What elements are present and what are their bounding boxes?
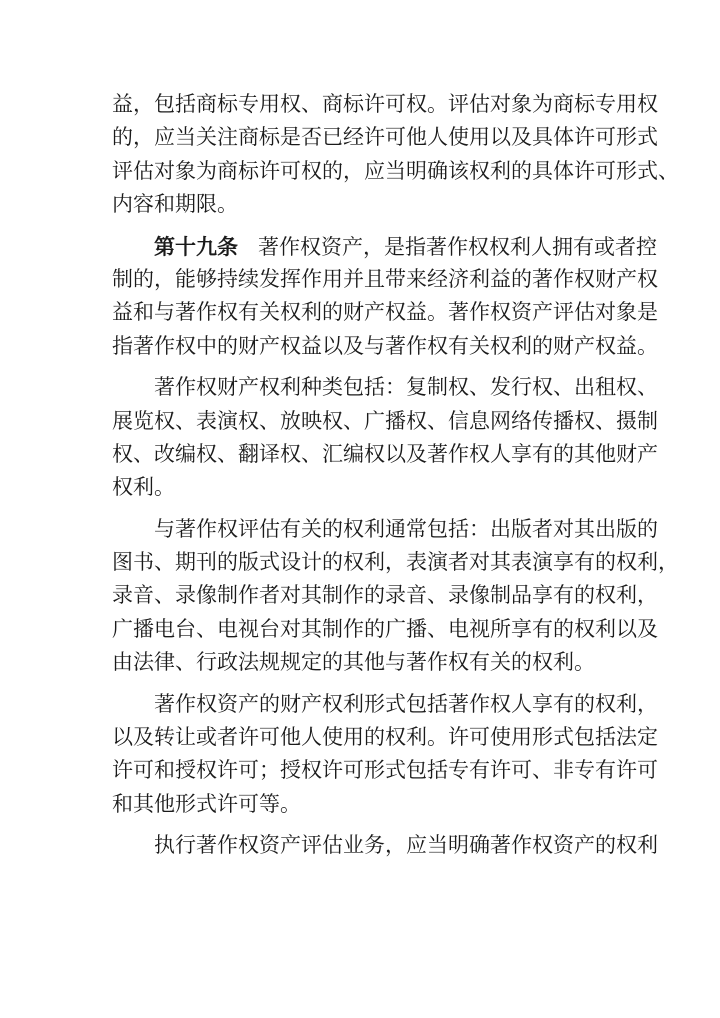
text-line: 由法律、行政法规规定的其他与著作权有关的权利。 [112,650,595,675]
text-line: 的，应当关注商标是否已经许可他人使用以及具体许可形式 [112,125,658,150]
paragraph-related-rights [112,513,679,680]
text-line: 制的，能够持续发挥作用并且带来经济利益的著作权财产权 [112,266,658,291]
paragraph-article-19 [112,230,658,364]
text-line: 录音、录像制作者对其制作的录音、录像制品享有的权利， [112,583,658,608]
text-line: 著作权资产，是指著作权权利人拥有或者控 [258,234,657,259]
text-line: 权利。 [112,475,175,500]
document-body [112,88,679,863]
text-line: 展览权、表演权、放映权、广播权、信息网络传播权、摄制 [112,408,658,433]
text-line: 内容和期限。 [112,192,238,217]
text-line-first: 执行著作权资产评估业务，应当明确著作权资产的权利 [154,833,658,858]
paragraph-rights-forms [112,688,658,822]
text-line: 广播电台、电视台对其制作的广播、电视所享有的权利以及 [112,616,658,641]
text-line: 益和与著作权有关权利的财产权益。著作权资产评估对象是 [112,300,658,325]
text-line-first: 著作权资产的财产权利形式包括著作权人享有的权利， [154,691,658,716]
text-line: 指著作权中的财产权益以及与著作权有关权利的财产权益。 [112,333,658,358]
paragraph-evaluation-business [112,829,658,862]
article-number: 第十九条 [154,233,238,259]
text-line: 许可和授权许可；授权许可形式包括专有许可、非专有许可 [112,758,658,783]
text-line: 益，包括商标专用权、商标许可权。评估对象为商标专用权 [112,92,658,116]
text-line: 评估对象为商标许可权的，应当明确该权利的具体许可形式、 [112,158,679,183]
text-line: 以及转让或者许可他人使用的权利。许可使用形式包括法定 [112,725,658,750]
text-line-first: 著作权财产权利种类包括：复制权、发行权、出租权、 [154,375,658,400]
text-line-first: 与著作权评估有关的权利通常包括：出版者对其出版的 [154,516,658,541]
paragraph-trademark [112,88,679,222]
text-line-first [112,230,657,263]
text-line: 图书、期刊的版式设计的权利，表演者对其表演享有的权利， [112,550,679,575]
text-line: 权、改编权、翻译权、汇编权以及著作权人享有的其他财产 [112,441,658,466]
paragraph-property-rights-types [112,371,658,505]
text-line: 和其他形式许可等。 [112,791,301,816]
